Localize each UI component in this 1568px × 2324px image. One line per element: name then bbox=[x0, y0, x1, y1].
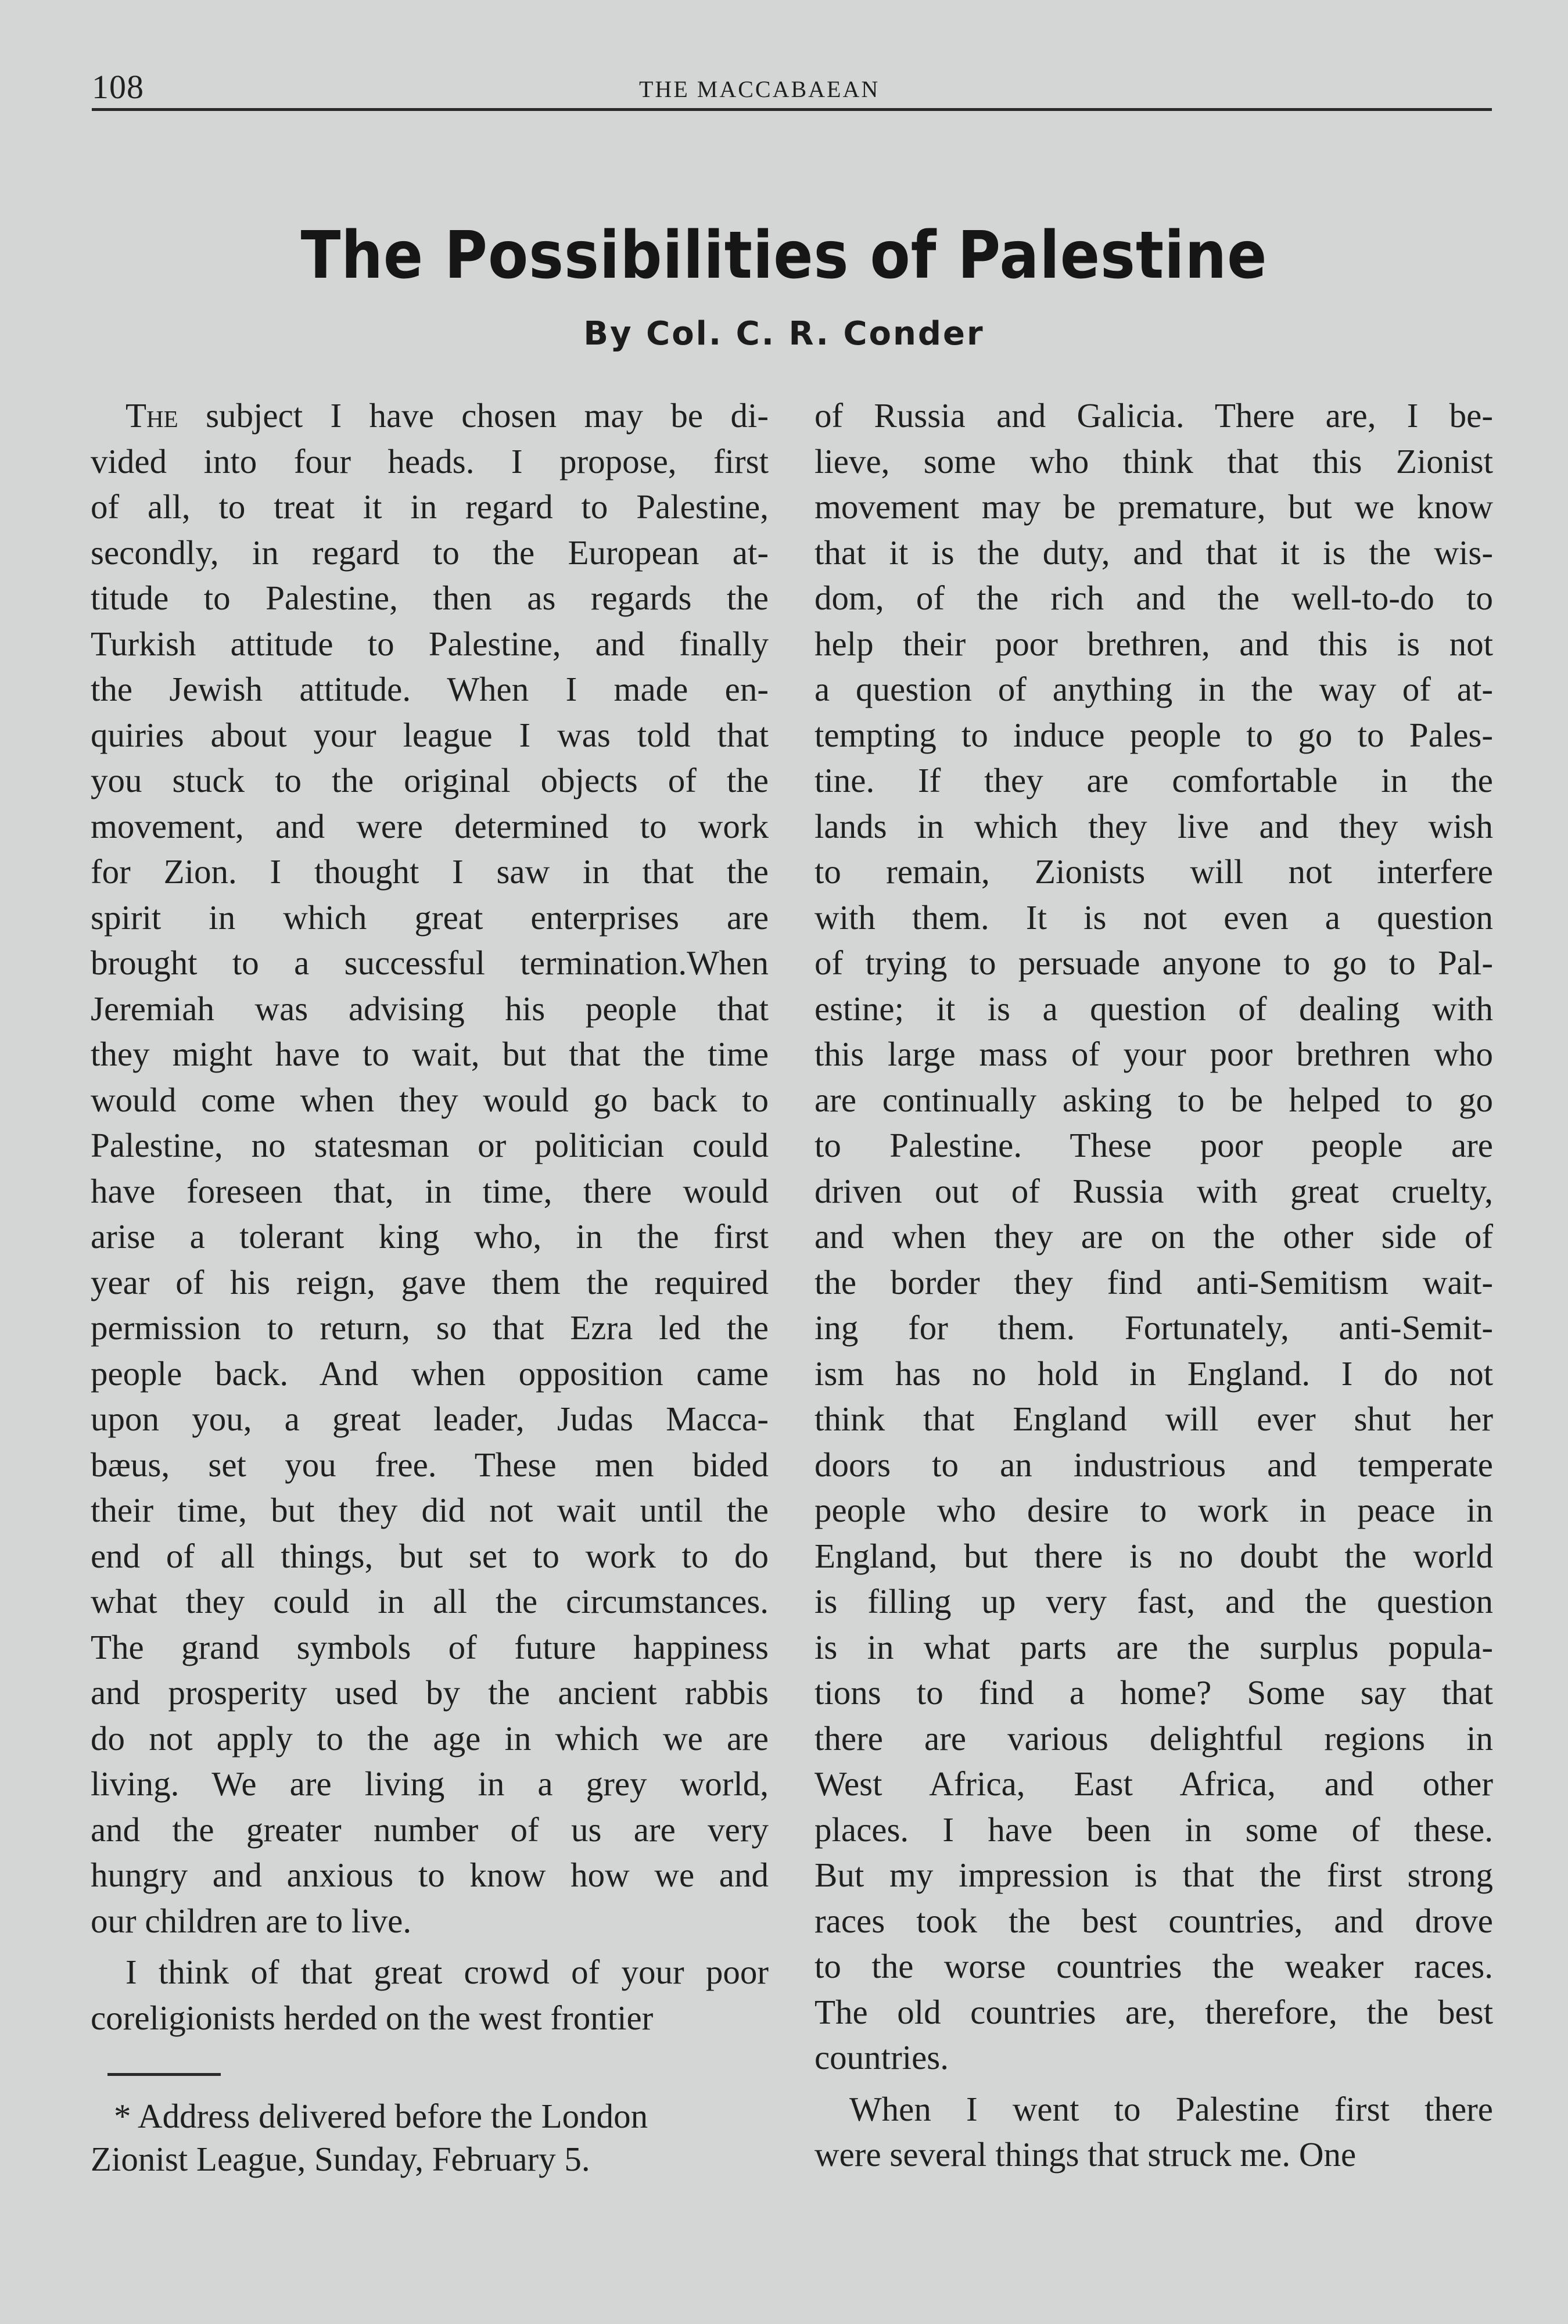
text-line: secondly, in regard to the European at- bbox=[91, 533, 769, 572]
footnote-line: Zionist League, Sunday, February 5. bbox=[91, 2140, 590, 2178]
running-head: THE MACCABAEAN bbox=[639, 76, 880, 102]
text-line: Palestine, no statesman or politician could bbox=[91, 1126, 769, 1164]
text-line: you stuck to the original objects of the bbox=[91, 761, 769, 799]
text-line: vided into four heads. I propose, first bbox=[91, 442, 769, 480]
text-line: brought to a successful termination.When bbox=[91, 944, 769, 982]
text-line: The grand symbols of future happiness bbox=[91, 1627, 769, 1666]
text-line: of trying to persuade anyone to go to Pal- bbox=[815, 944, 1493, 982]
text-line: there are various delightful regions in bbox=[815, 1719, 1493, 1758]
text-line: to Palestine. These poor people are bbox=[815, 1126, 1493, 1164]
text-line: they might have to wait, but that the time bbox=[91, 1035, 769, 1073]
text-line: movement may be premature, but we know bbox=[815, 487, 1493, 526]
text-line: people who desire to work in peace in bbox=[815, 1491, 1493, 1529]
text-line: bæus, set you free. These men bided bbox=[91, 1445, 769, 1484]
text-line: The old countries are, therefore, the best bbox=[815, 1992, 1493, 2031]
text-line: coreligionists herded on the west frontier bbox=[91, 1998, 654, 2037]
text-line: what they could in all the circumstances. bbox=[91, 1582, 769, 1620]
text-line: think that England will ever shut her bbox=[815, 1400, 1493, 1438]
text-line: with them. It is not even a question bbox=[815, 898, 1493, 937]
text-line: is in what parts are the surplus popula- bbox=[815, 1627, 1493, 1666]
text-line: people back. And when opposition came bbox=[91, 1354, 769, 1393]
text-line: and the greater number of us are very bbox=[91, 1810, 769, 1849]
text-line: West Africa, East Africa, and other bbox=[815, 1764, 1493, 1803]
article-title: The Possibilities of Palestine bbox=[300, 218, 1268, 293]
text-line: dom, of the rich and the well-to-do to bbox=[815, 579, 1493, 617]
text-line: the border they find anti-Semitism wait- bbox=[815, 1263, 1493, 1301]
article-byline: By Col. C. R. Conder bbox=[583, 315, 985, 353]
text-line: countries. bbox=[815, 2038, 949, 2076]
text-line: spirit in which great enterprises are bbox=[91, 898, 769, 937]
text-line: that it is the duty, and that it is the wis- bbox=[815, 533, 1493, 572]
text-line: living. We are living in a grey world, bbox=[91, 1764, 769, 1803]
text-line: Turkish attitude to Palestine, and finally bbox=[91, 624, 769, 663]
text-line: is filling up very fast, and the question bbox=[815, 1582, 1493, 1620]
text-line: But my impression is that the first strong bbox=[815, 1856, 1493, 1894]
footnote bbox=[91, 2095, 769, 2180]
text-line: movement, and were determined to work bbox=[91, 806, 769, 845]
text-line: a question of anything in the way of at- bbox=[815, 670, 1493, 708]
text-line: lieve, some who think that this Zionist bbox=[815, 442, 1493, 480]
text-line: and when they are on the other side of bbox=[815, 1217, 1493, 1256]
text-line: and prosperity used by the ancient rabbis bbox=[91, 1673, 769, 1712]
text-line: help their poor brethren, and this is not bbox=[815, 624, 1493, 663]
text-line: estine; it is a question of dealing with bbox=[815, 989, 1493, 1028]
text-line: permission to return, so that Ezra led the bbox=[91, 1308, 769, 1347]
text-line: year of his reign, gave them the required bbox=[91, 1263, 769, 1301]
text-line: doors to an industrious and temperate bbox=[815, 1445, 1493, 1484]
text-line: their time, but they did not wait until the bbox=[91, 1491, 769, 1529]
page-number: 108 bbox=[92, 68, 144, 106]
text-line: are continually asking to be helped to go bbox=[815, 1080, 1493, 1119]
text-line: of Russia and Galicia. There are, I be- bbox=[815, 396, 1493, 435]
text-line: driven out of Russia with great cruelty, bbox=[815, 1171, 1493, 1210]
text-line: for Zion. I thought I saw in that the bbox=[91, 852, 769, 891]
text-line: would come when they would go back to bbox=[91, 1080, 769, 1119]
text-line: The subject I have chosen may be di- bbox=[125, 396, 769, 435]
text-line: arise a tolerant king who, in the first bbox=[91, 1217, 769, 1256]
text-line: Jeremiah was advising his people that bbox=[91, 989, 769, 1028]
text-line: I think of that great crowd of your poor bbox=[125, 1953, 769, 1991]
header-rule bbox=[92, 108, 1492, 111]
text-line: this large mass of your poor brethren who bbox=[815, 1035, 1493, 1073]
text-line: lands in which they live and they wish bbox=[815, 806, 1493, 845]
text-line: places. I have been in some of these. bbox=[815, 1810, 1493, 1849]
text-line: hungry and anxious to know how we and bbox=[91, 1856, 769, 1894]
right-column bbox=[815, 393, 1493, 2178]
paragraph-gap bbox=[815, 2081, 1493, 2086]
text-line: tine. If they are comfortable in the bbox=[815, 761, 1493, 799]
text-line: upon you, a great leader, Judas Macca- bbox=[91, 1400, 769, 1438]
text-line: of all, to treat it in regard to Palestine, bbox=[91, 487, 769, 526]
footnote-rule bbox=[107, 2073, 221, 2076]
text-line: were several things that struck me. One bbox=[815, 2135, 1357, 2174]
text-line: to remain, Zionists will not interfere bbox=[815, 852, 1493, 891]
text-line: England, but there is no doubt the world bbox=[815, 1536, 1493, 1575]
text-line: tions to find a home? Some say that bbox=[815, 1673, 1493, 1712]
text-line: quiries about your league I was told that bbox=[91, 715, 769, 754]
text-line: ing for them. Fortunately, anti-Semit- bbox=[815, 1308, 1493, 1347]
left-column bbox=[91, 393, 769, 2040]
text-line: races took the best countries, and drove bbox=[815, 1901, 1493, 1940]
text-line: our children are to live. bbox=[91, 1901, 412, 1940]
text-line: have foreseen that, in time, there would bbox=[91, 1171, 769, 1210]
text-line: tempting to induce people to go to Pales- bbox=[815, 715, 1493, 754]
text-line: end of all things, but set to work to do bbox=[91, 1536, 769, 1575]
opening-word: The bbox=[125, 396, 178, 435]
text-line: the Jewish attitude. When I made en- bbox=[91, 670, 769, 708]
text-line: titude to Palestine, then as regards the bbox=[91, 579, 769, 617]
text-line: do not apply to the age in which we are bbox=[91, 1719, 769, 1758]
text-line: When I went to Palestine first there bbox=[849, 2089, 1493, 2128]
footnote-line: * Address delivered before the London bbox=[114, 2097, 648, 2135]
text-line: to the worse countries the weaker races. bbox=[815, 1947, 1493, 1985]
paragraph-gap bbox=[91, 1943, 769, 1949]
text-line: ism has no hold in England. I do not bbox=[815, 1354, 1493, 1393]
